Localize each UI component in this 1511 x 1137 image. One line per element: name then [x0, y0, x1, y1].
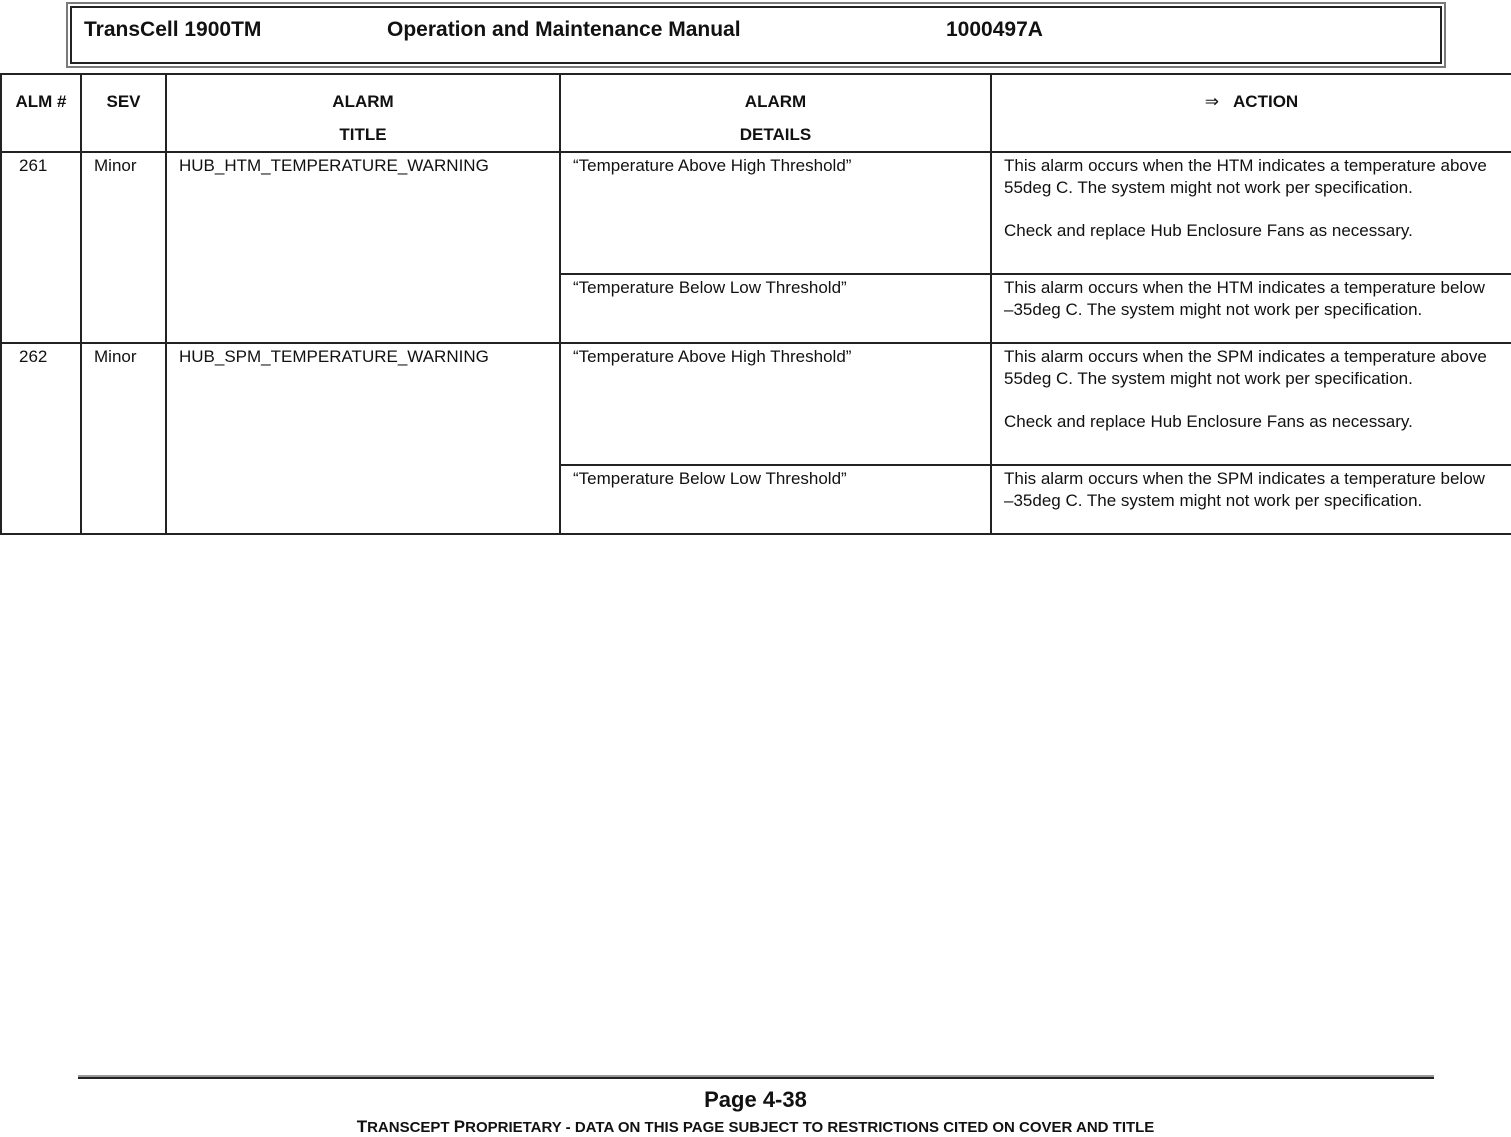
- action-cell: [991, 465, 1511, 534]
- proprietary-notice: [0, 1117, 1511, 1137]
- page-number: Page 4-38: [704, 1087, 807, 1112]
- action-cell: [991, 274, 1511, 343]
- severity: Minor: [94, 156, 137, 175]
- alarm-detail-cell: [560, 343, 991, 465]
- alarm-detail: “Temperature Above High Threshold”: [573, 156, 852, 175]
- table-row: [1, 343, 1511, 465]
- action-extra-text: Check and replace Hub Enclosure Fans as necessary.: [1004, 220, 1413, 240]
- column-header-alarm-details-line2: DETAILS: [739, 125, 812, 144]
- column-header-alarm-title-line2: TITLE: [339, 125, 387, 144]
- alarm-title-cell: [166, 343, 560, 534]
- proprietary-notice-initial-t: T: [356, 1117, 368, 1136]
- footer-divider: [78, 1075, 1434, 1079]
- document-header-inner: [70, 6, 1442, 64]
- action-text: This alarm occurs when the SPM indicates a temperature above 55deg C. The system might not work per specification.: [1004, 347, 1487, 388]
- action-text: This alarm occurs when the SPM indicates a temperature below –35deg C. The system might not work per specification.: [1004, 469, 1485, 510]
- column-header-action: [991, 74, 1511, 152]
- alarm-number-cell: [1, 152, 81, 343]
- severity-cell: [81, 152, 166, 343]
- proprietary-notice-initial-p: P: [453, 1117, 466, 1136]
- action-cell: [991, 152, 1511, 274]
- alarm-title: HUB_HTM_TEMPERATURE_WARNING: [179, 156, 489, 175]
- action-text: This alarm occurs when the HTM indicates a temperature above 55deg C. The system might not work per specification.: [1004, 156, 1487, 197]
- column-header-action-label: ACTION: [1233, 92, 1299, 111]
- severity: Minor: [94, 347, 137, 366]
- action-cell: [991, 343, 1511, 465]
- alarm-title: HUB_SPM_TEMPERATURE_WARNING: [179, 347, 489, 366]
- alarm-detail: “Temperature Above High Threshold”: [573, 347, 852, 366]
- column-header-alm: [1, 74, 81, 152]
- manual-title: Operation and Maintenance Manual: [387, 18, 741, 41]
- alarm-detail: “Temperature Below Low Threshold”: [573, 278, 847, 297]
- alarm-number: 262: [19, 347, 48, 366]
- document-header: [66, 2, 1446, 68]
- severity-cell: [81, 343, 166, 534]
- alarm-detail: “Temperature Below Low Threshold”: [573, 469, 847, 488]
- column-header-alarm-title-line1: ALARM: [332, 92, 394, 111]
- column-header-sev: [81, 74, 166, 152]
- product-name: TransCell 1900TM: [84, 18, 262, 41]
- table-header-row: [1, 74, 1511, 152]
- table-row: [1, 152, 1511, 274]
- column-header-alarm-title: [166, 74, 560, 152]
- alarm-number: 261: [19, 156, 48, 175]
- alarm-table: [0, 73, 1511, 535]
- column-header-alarm-details-line1: ALARM: [744, 92, 807, 111]
- proprietary-notice-ranscept: RANSCEPT: [367, 1119, 454, 1136]
- alarm-detail-cell: [560, 274, 991, 343]
- arrow-icon: ⇒: [1204, 92, 1220, 111]
- alarm-detail-cell: [560, 152, 991, 274]
- proprietary-notice-rest: ROPRIETARY - DATA ON THIS PAGE SUBJECT TO RESTRICTIONS CITED ON COVER AND TITLE: [465, 1119, 1155, 1136]
- alarm-detail-cell: [560, 465, 991, 534]
- alarm-number-cell: [1, 343, 81, 534]
- column-header-sev-label: SEV: [106, 92, 141, 111]
- alarm-title-cell: [166, 152, 560, 343]
- document-number: 1000497A: [946, 18, 1043, 41]
- column-header-alm-label: ALM #: [15, 92, 67, 111]
- action-extra-text: Check and replace Hub Enclosure Fans as necessary.: [1004, 411, 1413, 431]
- action-text: This alarm occurs when the HTM indicates a temperature below –35deg C. The system might not work per specification.: [1004, 278, 1485, 319]
- column-header-alarm-details: [560, 74, 991, 152]
